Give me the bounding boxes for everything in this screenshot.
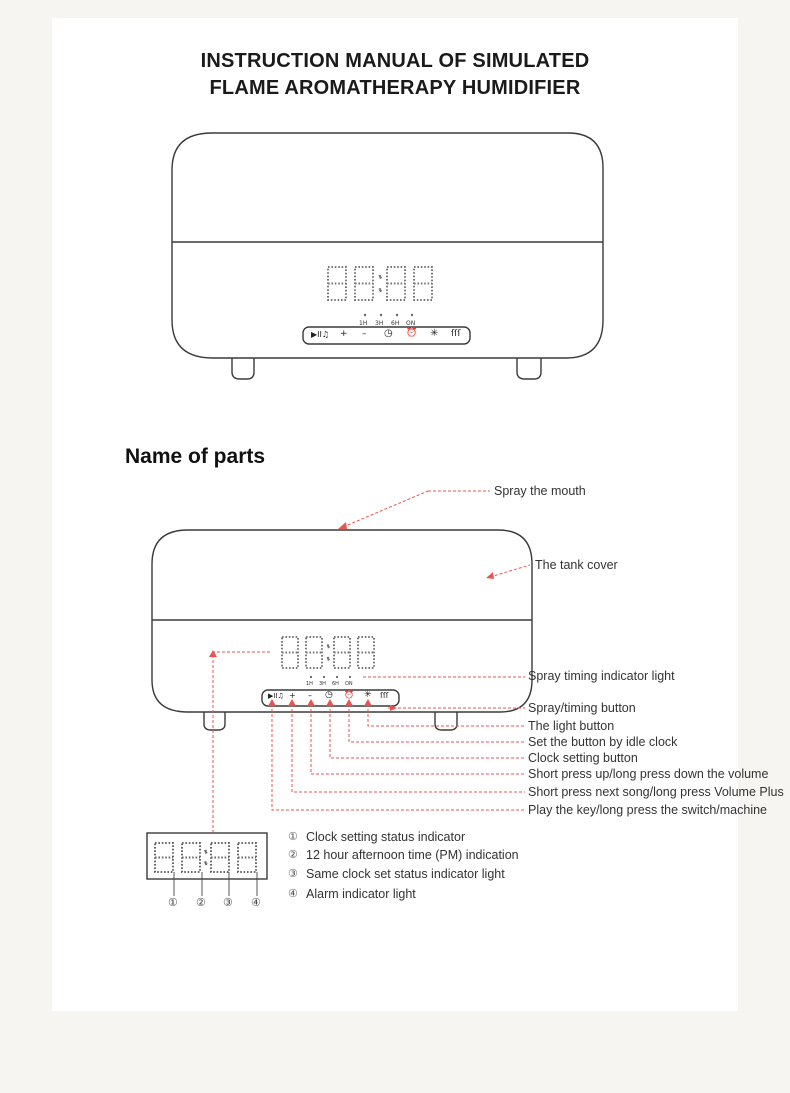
callout-spray-timing-indicator: Spray timing indicator light (528, 669, 675, 683)
display-digit (182, 843, 200, 872)
legend-item-3: Same clock set status indicator light (306, 867, 505, 881)
display-colon-dot (205, 851, 207, 853)
parts-clock-icon[interactable]: ◷ (325, 690, 333, 700)
display-colon-dot (327, 658, 329, 660)
callout-leaders (213, 491, 530, 833)
manual-title-line-1: INSTRUCTION MANUAL OF SIMULATED (200, 50, 590, 72)
clock-icon[interactable]: ◷ (384, 328, 393, 339)
minus-icon[interactable]: – (362, 329, 367, 339)
parts-play-pause-music-icon[interactable]: ▶II♫ (268, 692, 284, 700)
parts-left-foot (204, 712, 225, 730)
callout-next-song-button: Short press next song/long press Volume Plus (528, 785, 784, 799)
section-heading: Name of parts (125, 445, 266, 468)
timer-label-3h: 3H (375, 320, 384, 327)
manual-title-line-2: FLAME AROMATHERAPY HUMIDIFIER (209, 77, 581, 99)
timer-indicator-dots-parts (310, 676, 351, 678)
legend-marker-4: ④ (288, 888, 298, 900)
parts-light-icon[interactable]: ✳ (364, 690, 372, 700)
callout-volume-button: Short press up/long press down the volume (528, 767, 769, 781)
display-digit (155, 843, 173, 872)
parts-minus-icon[interactable]: – (308, 691, 312, 700)
callout-tank-cover: The tank cover (535, 558, 618, 572)
clock-display-zoom (155, 843, 256, 872)
display-digit (334, 637, 350, 668)
play-pause-music-icon[interactable]: ▶II♫ (311, 330, 330, 339)
zoom-marker-1: ① (168, 897, 178, 909)
zoom-marker-3: ③ (223, 897, 233, 909)
display-digit (238, 843, 256, 872)
callout-play-key: Play the key/long press the switch/machine (528, 803, 768, 817)
alarm-clock-icon[interactable]: ⏰ (406, 328, 418, 338)
display-digit (306, 637, 322, 668)
parts-timer-label-on: ON (345, 681, 353, 687)
parts-timer-label-3h: 3H (319, 681, 326, 687)
legend-item-1: Clock setting status indicator (306, 830, 466, 844)
clock-display-parts (282, 637, 374, 668)
legend-marker-2: ② (288, 849, 298, 861)
zoom-marker-leads (174, 872, 257, 896)
display-digit (282, 637, 298, 668)
timer-label-6h: 6H (391, 320, 400, 327)
display-colon-dot (327, 645, 329, 647)
timer-label-1h: 1H (359, 320, 368, 327)
callout-idle-clock-button: Set the button by idle clock (528, 735, 678, 749)
legend-marker-1: ① (288, 831, 298, 843)
parts-timer-label-6h: 6H (332, 681, 339, 687)
legend-marker-3: ③ (288, 868, 298, 880)
parts-alarm-clock-icon[interactable]: ⏰ (344, 690, 354, 699)
legend-item-2: 12 hour afternoon time (PM) indication (306, 848, 519, 862)
zoom-marker-4: ④ (251, 897, 261, 909)
callout-spray-timing-button: Spray/timing button (528, 701, 636, 715)
callout-spray-mouth: Spray the mouth (494, 484, 586, 498)
parts-device-body (152, 530, 532, 712)
parts-plus-icon[interactable]: + (289, 691, 296, 700)
mist-icon[interactable]: ſſſ (451, 329, 461, 339)
display-digit (211, 843, 229, 872)
callout-clock-setting-button: Clock setting button (528, 751, 638, 765)
legend-item-4: Alarm indicator light (306, 887, 416, 901)
parts-right-foot (435, 712, 457, 730)
plus-icon[interactable]: + (340, 329, 348, 339)
callout-light-button: The light button (528, 719, 615, 733)
zoom-marker-2: ② (196, 897, 206, 909)
display-colon-dot (205, 862, 207, 864)
display-digit (358, 637, 374, 668)
timer-label-on: ON (406, 320, 416, 327)
parts-mist-icon[interactable]: ſſſ (380, 691, 389, 700)
parts-timer-label-1h: 1H (306, 681, 313, 687)
light-icon[interactable]: ✳ (430, 328, 439, 339)
